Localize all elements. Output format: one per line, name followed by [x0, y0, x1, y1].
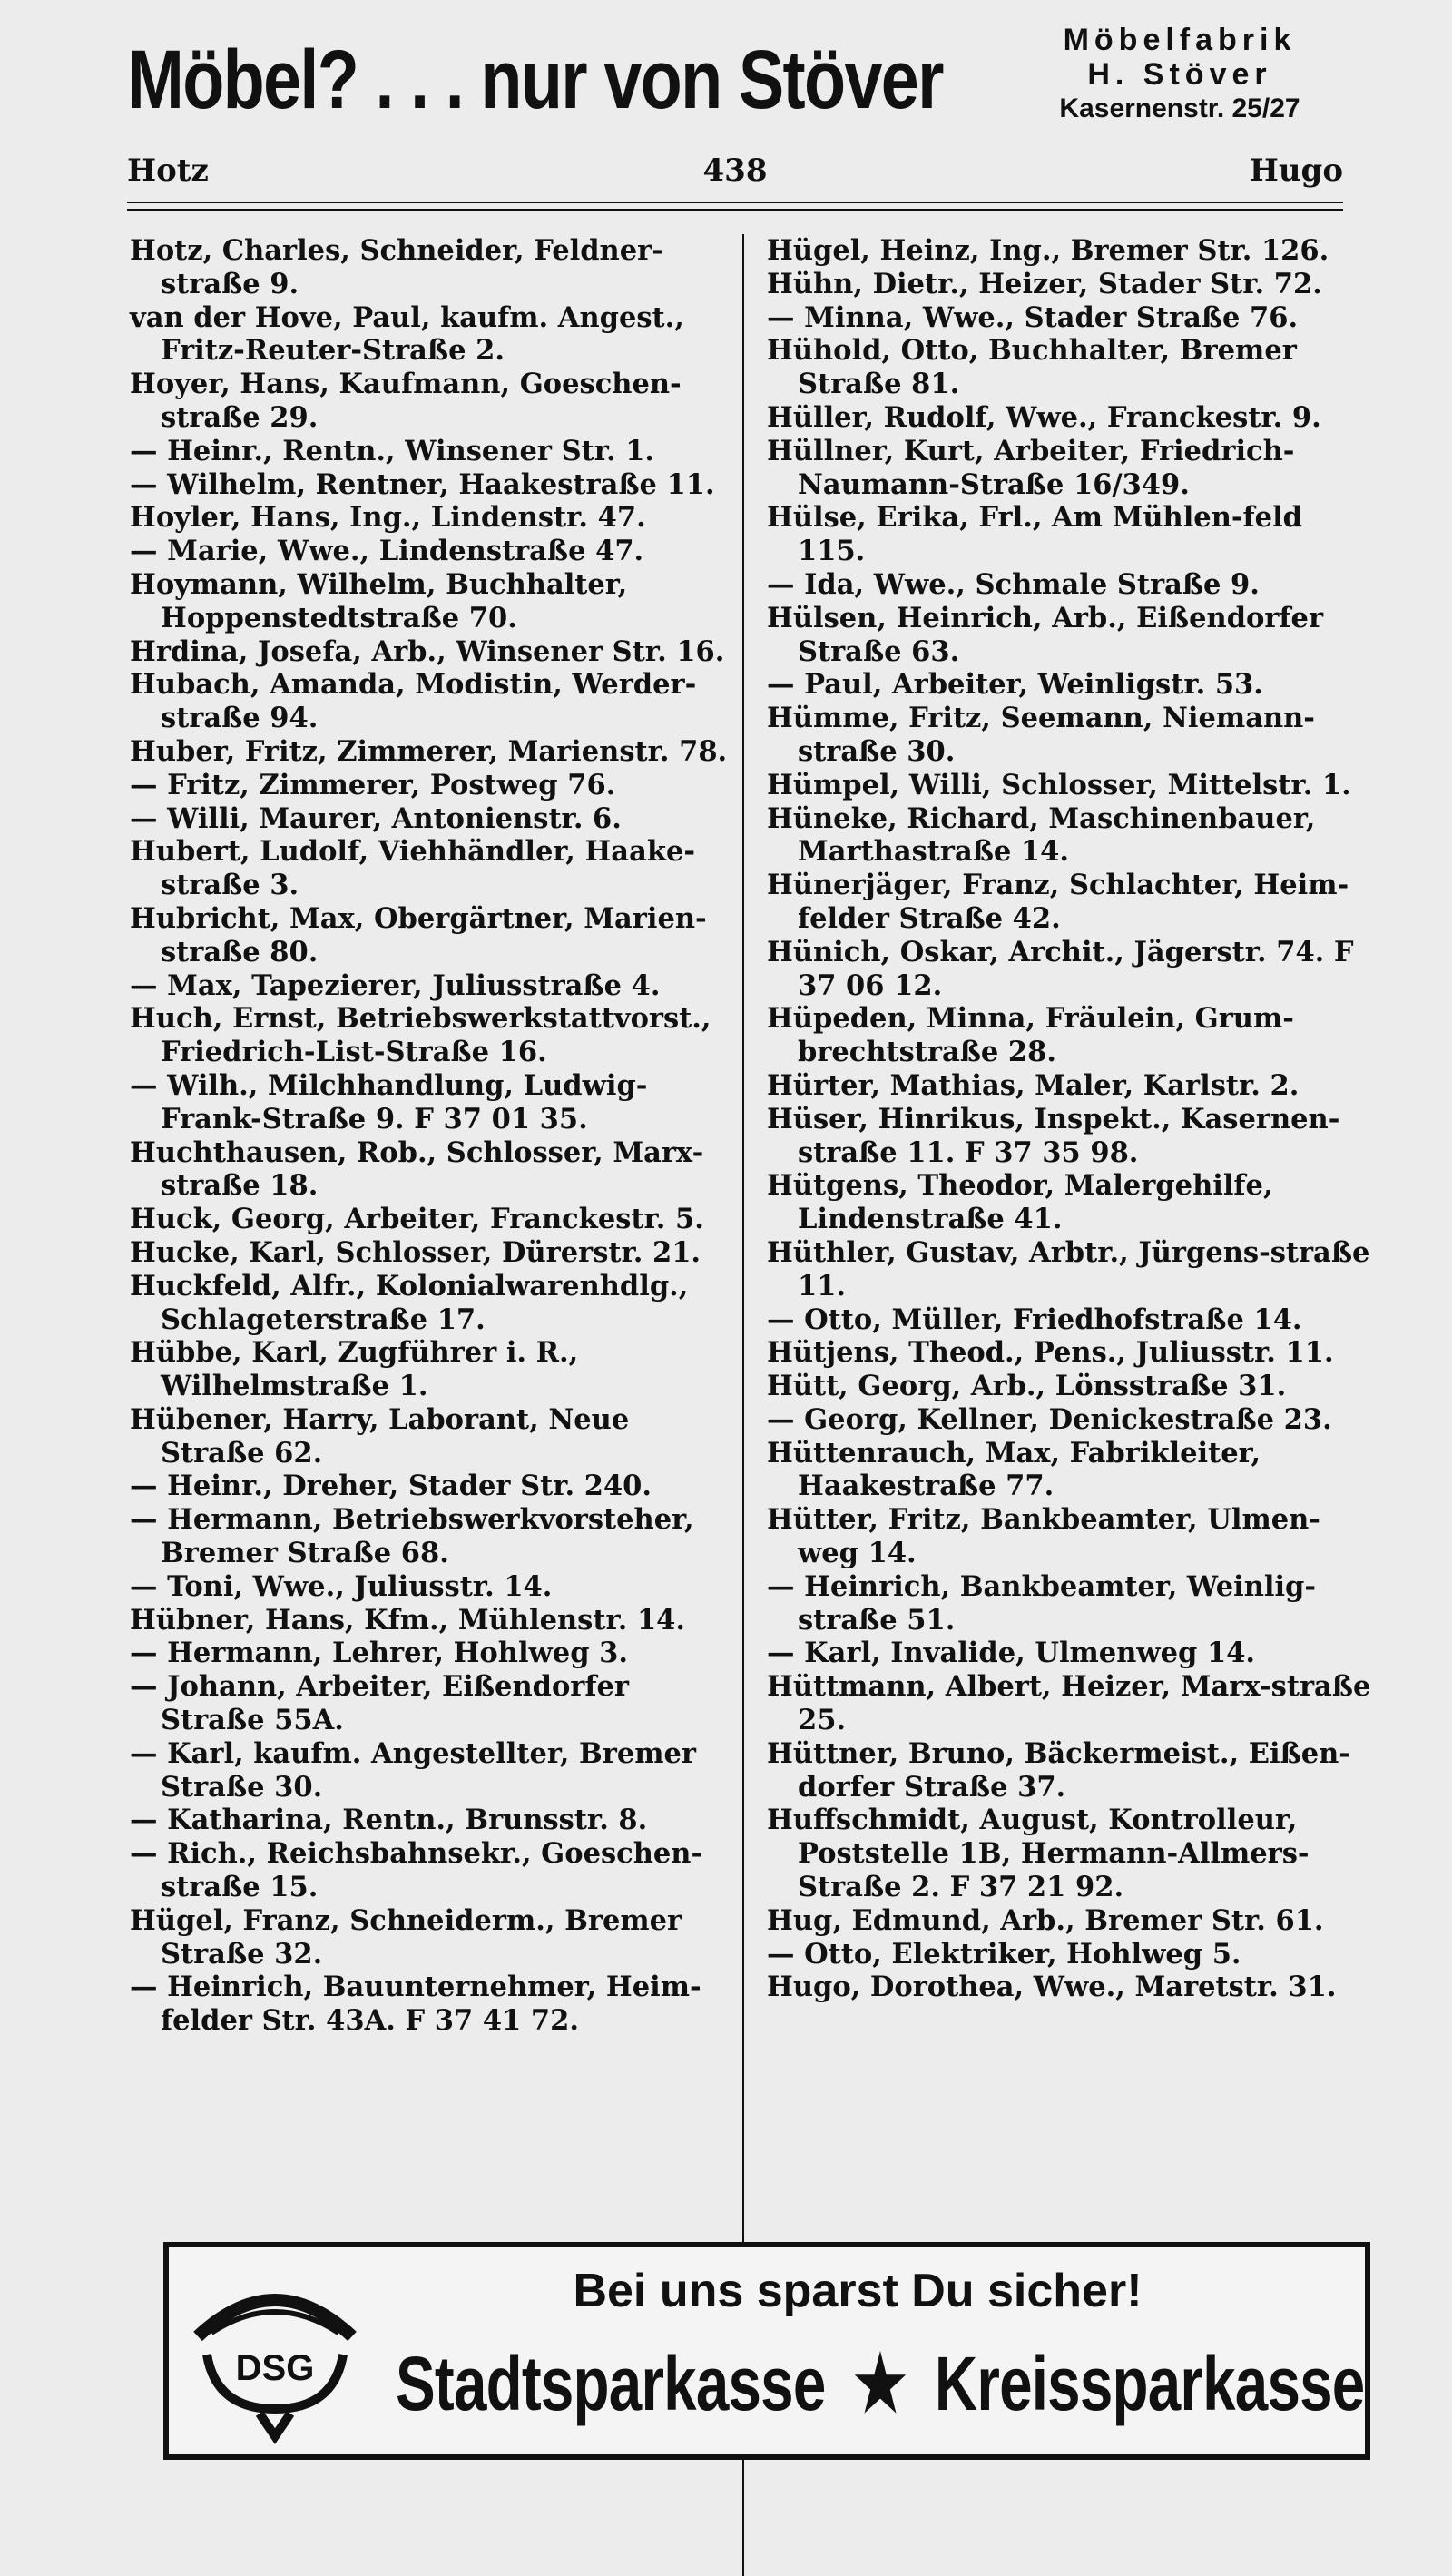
directory-entry: Hütt, Georg, Arb., Lönsstraße 31. [767, 1370, 1287, 1403]
running-head-right: Hugo [1249, 152, 1343, 189]
directory-entry: Hühn, Dietr., Heizer, Stader Str. 72. [767, 267, 1322, 300]
directory-entry: Hüser, Hinrikus, Inspekt., Kasernen-straße 11. F 37 35 98. [767, 1102, 1340, 1169]
directory-entry: Hüpeden, Minna, Fräulein, Grum-brechtstraße 28. [767, 1002, 1294, 1069]
directory-entry: Hühold, Otto, Buchhalter, Bremer Straße 81. [767, 334, 1297, 401]
directory-entry: — Heinr., Dreher, Stader Str. 240. [130, 1470, 652, 1503]
directory-entry: — Otto, Elektriker, Hohlweg 5. [767, 1937, 1241, 1971]
right-column [767, 234, 1375, 2004]
directory-entry: Hülse, Erika, Frl., Am Mühlen-feld 115. [767, 501, 1302, 568]
bank-names [396, 2329, 1365, 2438]
directory-entry: Hürter, Mathias, Maler, Karlstr. 2. [767, 1068, 1300, 1102]
directory-entry: Hüthler, Gustav, Arbtr., Jürgens-straße 11. [767, 1235, 1370, 1303]
directory-entry: Hoyer, Hans, Kaufmann, Goeschen-straße 29. [130, 368, 682, 434]
directory-entry: — Minna, Wwe., Stader Straße 76. [767, 300, 1299, 334]
directory-entry: Hubert, Ludolf, Viehhändler, Haake-straße 3. [130, 835, 696, 902]
directory-entry: Hüttenrauch, Max, Fabrikleiter, Haakestraße 77. [767, 1436, 1261, 1503]
directory-entry: — Marie, Wwe., Lindenstraße 47. [130, 535, 644, 568]
directory-entry: — Hermann, Lehrer, Hohlweg 3. [130, 1637, 628, 1670]
directory-entry: Hug, Edmund, Arb., Bremer Str. 61. [767, 1903, 1324, 1937]
running-head [127, 152, 1343, 194]
directory-entry: — Willi, Maurer, Antonienstr. 6. [130, 801, 622, 835]
directory-entry: — Heinrich, Bankbeamter, Weinlig-straße 51. [767, 1569, 1317, 1637]
directory-entry: Hugo, Dorothea, Wwe., Maretstr. 31. [767, 1971, 1337, 2004]
directory-entry: Hütjens, Theod., Pens., Juliusstr. 11. [767, 1336, 1334, 1370]
directory-entry: Hubricht, Max, Obergärtner, Marien-straße 80. [130, 901, 707, 968]
directory-entry: — Otto, Müller, Friedhofstraße 14. [767, 1303, 1302, 1336]
page-number: 438 [702, 152, 768, 189]
directory-entry: — Wilh., Milchhandlung, Ludwig-Frank-Straße 9. F 37 01 35. [130, 1068, 648, 1136]
directory-entry: Hümme, Fritz, Seemann, Niemann-straße 30. [767, 702, 1315, 768]
logo-text: DSG [235, 2348, 315, 2388]
directory-entry: — Max, Tapezierer, Juliusstraße 4. [130, 968, 661, 1002]
firm-line: Möbelfabrik [1063, 23, 1297, 57]
ad-tagline: Bei uns sparst Du sicher! [573, 2265, 1143, 2317]
directory-entry: Hoymann, Wilhelm, Buchhalter, Hoppenstedtstraße 70. [130, 567, 628, 634]
column-divider [742, 234, 744, 2576]
directory-entry: — Karl, kaufm. Angestellter, Bremer Straße 30. [130, 1736, 696, 1804]
directory-entry: — Paul, Arbeiter, Weinligstr. 53. [767, 668, 1263, 702]
left-column [130, 234, 738, 2038]
firm-line: H. Stöver [1087, 57, 1272, 92]
directory-entry: Hügel, Franz, Schneiderm., Bremer Straße 32. [130, 1903, 682, 1971]
directory-entry: — Heinrich, Bauunternehmer, Heim-felder Str. 43A. F 37 41 72. [130, 1971, 701, 2038]
directory-entry: van der Hove, Paul, kaufm. Angest., Fritz-Reuter-Straße 2. [130, 300, 684, 368]
ad-slogan: Möbel? . . . nur von Stöver [127, 34, 943, 126]
directory-entry: — Rich., Reichsbahnsekr., Goeschen-straße 15. [130, 1837, 703, 1904]
directory-entry: — Fritz, Zimmerer, Postweg 76. [130, 768, 616, 801]
directory-entry: — Johann, Arbeiter, Eißendorfer Straße 55A. [130, 1670, 629, 1737]
directory-entry: Hüttner, Bruno, Bäckermeist., Eißen-dorfer Straße 37. [767, 1736, 1350, 1804]
directory-entry: Hubach, Amanda, Modistin, Werder-straße 94. [130, 668, 697, 735]
directory-entry: — Georg, Kellner, Denickestraße 23. [767, 1402, 1332, 1436]
header-rule [127, 202, 1343, 203]
directory-entry: Hülsen, Heinrich, Arb., Eißendorfer Straße 63. [767, 601, 1324, 668]
bank-left: Stadtsparkasse [396, 2341, 826, 2426]
bottom-advertisement [163, 2242, 1370, 2460]
directory-entry: Hübener, Harry, Laborant, Neue Straße 62. [130, 1402, 630, 1470]
running-head-left: Hotz [127, 152, 209, 189]
directory-entry: Hübner, Hans, Kfm., Mühlenstr. 14. [130, 1603, 686, 1637]
bank-right: Kreissparkasse [934, 2341, 1365, 2426]
top-advertisement [127, 23, 1334, 132]
directory-entry: — Toni, Wwe., Juliusstr. 14. [130, 1569, 553, 1603]
directory-entry: Hütgens, Theodor, Malergehilfe, Lindenstraße 41. [767, 1169, 1273, 1236]
directory-entry: — Karl, Invalide, Ulmenweg 14. [767, 1637, 1256, 1670]
directory-entry: Hoyler, Hans, Ing., Lindenstr. 47. [130, 501, 646, 535]
directory-entry: Hütter, Fritz, Bankbeamter, Ulmen-weg 14. [767, 1503, 1320, 1570]
ad-firm-block [1025, 23, 1334, 126]
directory-entry: — Katharina, Rentn., Brunsstr. 8. [130, 1804, 648, 1837]
directory-entry: Huck, Georg, Arbeiter, Franckestr. 5. [130, 1203, 704, 1236]
directory-entry: Huffschmidt, August, Kontrolleur, Poststelle 1B, Hermann-Allmers-Straße 2. F 37 21 92. [767, 1804, 1310, 1904]
directory-entry: Hrdina, Josefa, Arb., Winsener Str. 16. [130, 634, 725, 668]
firm-address: Kasernenstr. 25/27 [1059, 93, 1300, 123]
directory-entry: Hüller, Rudolf, Wwe., Franckestr. 9. [767, 400, 1321, 434]
directory-entry: Hüllner, Kurt, Arbeiter, Friedrich-Naumann-Straße 16/349. [767, 434, 1295, 501]
directory-entry: Huber, Fritz, Zimmerer, Marienstr. 78. [130, 734, 728, 768]
directory-entry: Hünich, Oskar, Archit., Jägerstr. 74. F 37 06 12. [767, 935, 1354, 1002]
sparkasse-logo-icon [189, 2273, 361, 2445]
directory-entry: Hüneke, Richard, Maschinenbauer, Marthastraße 14. [767, 801, 1316, 869]
directory-entry: Hügel, Heinz, Ing., Bremer Str. 126. [767, 234, 1329, 267]
star-icon: ★ [853, 2341, 907, 2426]
directory-entry: — Hermann, Betriebswerkvorsteher, Bremer Straße 68. [130, 1503, 694, 1570]
directory-entry: Hotz, Charles, Schneider, Feldner-straße 9. [130, 234, 663, 300]
directory-entry: Hümpel, Willi, Schlosser, Mittelstr. 1. [767, 768, 1351, 801]
directory-entry: Huckfeld, Alfr., Kolonialwarenhdlg., Schlageterstraße 17. [130, 1269, 689, 1336]
header-rule [127, 209, 1343, 211]
directory-entry: Hünerjäger, Franz, Schlachter, Heim-felder Straße 42. [767, 869, 1349, 935]
directory-entry: — Wilhelm, Rentner, Haakestraße 11. [130, 467, 715, 501]
directory-entry: Hüttmann, Albert, Heizer, Marx-straße 25. [767, 1670, 1371, 1737]
directory-entry: Hübbe, Karl, Zugführer i. R., Wilhelmstraße 1. [130, 1336, 579, 1403]
directory-entry: — Ida, Wwe., Schmale Straße 9. [767, 567, 1260, 601]
directory-entry: — Heinr., Rentn., Winsener Str. 1. [130, 434, 655, 467]
directory-entry: Huchthausen, Rob., Schlosser, Marx-straße 18. [130, 1136, 704, 1203]
directory-entry: Huch, Ernst, Betriebswerkstattvorst., Friedrich-List-Straße 16. [130, 1002, 711, 1069]
directory-entry: Hucke, Karl, Schlosser, Dürerstr. 21. [130, 1235, 701, 1269]
